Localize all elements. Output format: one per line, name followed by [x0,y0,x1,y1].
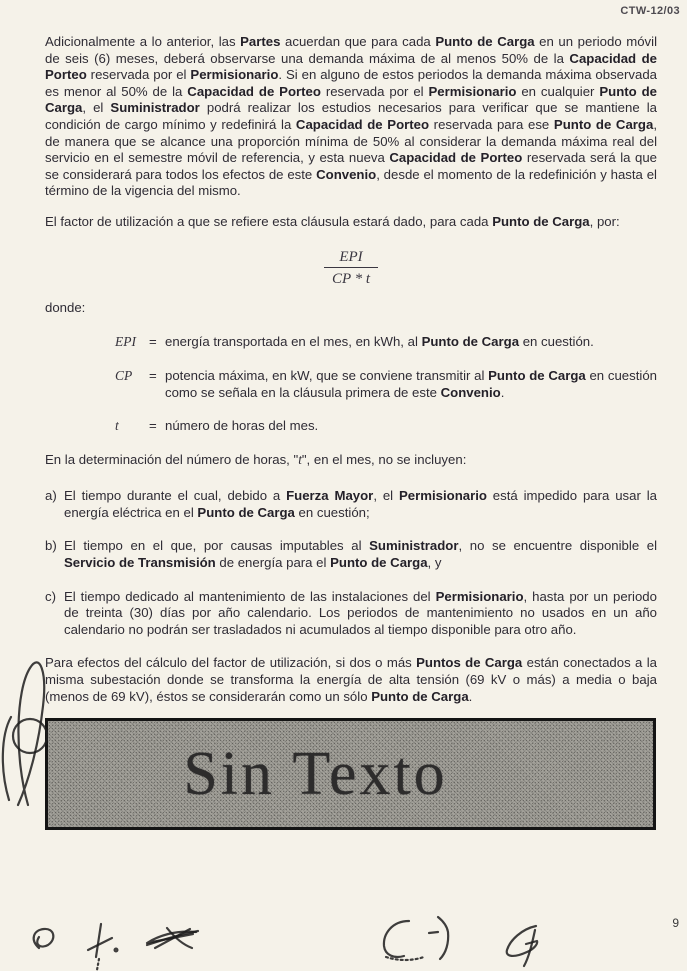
definition-cp [115,368,657,401]
definition-term: CP [115,367,133,383]
list-marker: c) [45,588,56,604]
formula-block [45,249,657,288]
formula-numerator: EPI [324,249,378,269]
definition-t [115,418,657,435]
equals-sign: = [149,367,157,383]
definition-term: t [115,418,119,434]
list-item-text: El tiempo en el que, por causas imputables al Suministrador, no se encuentre disponible el Servicio de Transmisión de energía para el Punto de Carga, y [64,538,658,571]
paragraph-substation-rule: Para efectos del cálculo del factor de utilización, si dos o más Puntos de Carga están conectados a la misma subestación donde se transforma la energía de alta tensión (69 kV o más) a media o baja (menos de 69 kV), éstos se considerarán como un sólo Punto de Carga. [45,655,658,704]
scribble-cross [88,924,117,970]
list-marker: a) [45,488,57,504]
list-marker: b) [45,538,57,554]
list-item-text: El tiempo durante el cual, debido a Fuerza Mayor, el Permisionario está impedido para usar la energía eléctrica en el Punto de Carga en cuestión; [64,488,657,520]
definition-term: EPI [115,334,136,350]
document-reference: CTW-12/03 [620,5,680,17]
sin-texto-label: Sin Texto [183,739,448,808]
definition-text: número de horas del mes. [165,418,319,434]
formula-denominator: CP * t [331,271,371,288]
list-item-a [45,488,657,521]
page-number: 9 [672,916,679,930]
donde-label: donde: [45,299,86,315]
definition-text: energía transportada en el mes, en kWh, al Punto de Carga en cuestión. [165,334,594,350]
sin-texto-placeholder-box [45,718,656,830]
document-body [45,34,657,830]
definition-epi [115,334,657,351]
definitions-list [115,334,657,434]
paragraph-utilization-factor: El factor de utilización a que se refiere esta cláusula estará dado, para cada Punto de Carga, por: [45,213,620,229]
scribble-circle [34,929,54,948]
paragraph-hours-determination: En la determinación del número de horas, "t", en el mes, no se incluyen: [45,451,467,467]
scribble-signature [147,928,198,948]
scribble-g-mark [507,926,537,966]
equals-sign: = [149,418,157,434]
list-item-text: El tiempo dedicado al mantenimiento de las instalaciones del Permisionario, hasta por un periodo de treinta (30) días por año calendario. Los periodos de mantenimiento no usados en un año calendario no podrán ser trasladados ni acumulados al tiempo disponible para otro año. [64,588,657,637]
list-item-b [45,538,657,571]
paragraph-demand-minimum: Adicionalmente a lo anterior, las Partes acuerdan que para cada Punto de Carga en un periodo móvil de seis (6) meses, deberá observarse una demanda máxima de al menos 50% de la Capacidad de Porteo reservada por el Permisionario. Si en alguno de estos periodos la demanda máxima observada es menor al 50% de la Capacidad de Porteo reservada por el Permisionario en cualquier Punto de Carga, el Suministrador podrá realizar los estudios necesarios para verificar que se mantiene la condición de cargo mínimo y redefinirá la Capacidad de Porteo reservada para ese Punto de Carga, de manera que se alcance una proporción mínima de 50% al considerar la demanda máxima real del servicio en el semestre móvil de referencia, y esta nueva Capacidad de Porteo reservada será la que se considerará para todos los efectos de este Convenio, desde el momento de la redefinición y hasta el término de la vigencia del mismo. [45,34,658,199]
scribble-c-mark [384,917,448,960]
utilization-factor-formula [324,249,378,288]
equals-sign: = [149,334,157,350]
margin-loop-doodle [3,662,47,805]
list-item-c [45,589,657,639]
definition-text: potencia máxima, en kW, que se conviene transmitir al Punto de Carga en cuestión como se señala en la cláusula primera de este Convenio. [165,367,657,400]
